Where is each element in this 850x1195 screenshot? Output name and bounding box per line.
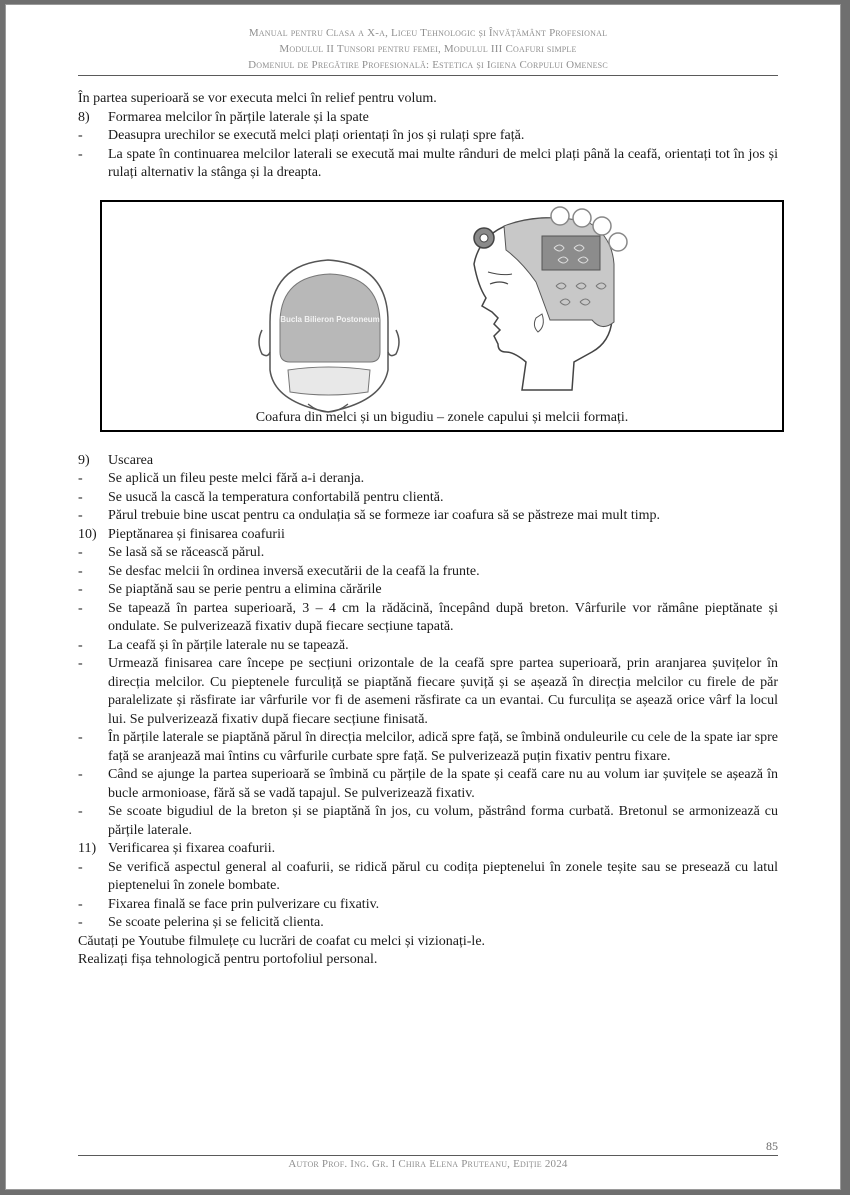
list-item: - Se aplică un fileu peste melci fără a-i deranja. [78,470,778,489]
list-item: - În părțile laterale se piaptănă părul în direcția melcilor, adică spre față, se îmbină onduleurile cu cele de la spate iar spre față se aranjează mai întins cu vârfurile curbate spre față. Se pulverizează puțin fixativ pentru fixare. [78,730,778,764]
head-back-view-illustration [259,260,399,412]
page-body [78,90,778,970]
dash-bullet: - [78,637,83,653]
step-10-heading [78,526,778,545]
document-page [5,4,841,1190]
step-11-heading [78,840,778,859]
dash-bullet: - [78,767,83,782]
dash-bullet: - [78,489,83,505]
list-item: - Se piaptănă sau se perie pentru a elimina cărările [78,581,778,600]
footer-divider [78,1155,778,1156]
header-line-2: Modulul II Tunsori pentru femei, Modulul III Coafuri simple [279,43,577,55]
dash-bullet: - [78,563,83,579]
list-item: - Se scoate pelerina și se felicită clienta. [78,914,778,933]
list-item: - Se tapează în partea superioară, 3 – 4 cm la rădăcină, începând după breton. Vârfurile vor rămâne pieptănate și ondulate. Se pulverizează fixativ după fiecare secțiune tapată. [78,600,778,634]
list-item: - Când se ajunge la partea superioară se îmbină cu părțile de la spate și ceafă care nu au volum iar șuvițele se așează în bucle armonioase, fără să se vadă tapajul. Se pulverizează fixativ. [78,767,778,801]
list-item: - La ceafă și în părțile laterale nu se tapează. [78,637,778,656]
dash-bullet: - [78,582,83,597]
figure-caption: Coafura din melci și un bigudiu – zonele capului și melcii formați. [255,410,629,425]
step-title: Formarea melcilor în părțile laterale și la spate [108,109,369,125]
list-item: - Fixarea finală se face prin pulverizare cu fixativ. [78,896,778,915]
head-illustrations [102,202,782,430]
step-9-heading [78,452,778,471]
dash-bullet: - [78,859,83,875]
hairstyle-figure [100,200,784,432]
header-divider [78,75,778,76]
closing-line: Căutați pe Youtube filmulețe cu lucrări de coafat cu melci și vizionați-le. [78,933,486,949]
list-item: - Deasupra urechilor se execută melci plați orientați în jos și rulați spre față. [78,127,778,146]
step-number: 8) [78,109,90,125]
head-profile-illustration [474,207,627,390]
step-number: 9) [78,452,90,468]
dash-bullet: - [78,146,83,162]
page-number: 85 [766,1139,778,1153]
list-item: - Se lasă să se răcească părul. [78,544,778,563]
list-item: - Urmează finisarea care începe pe secțiuni orizontale de la ceafă spre partea superioară, prin aranjarea șuvițelor în direcția melcilor. Cu pieptenele furculiță se piaptănă fiecare șuviță și se așează în direcția melcilor cu firele de păr paralelizate și răsfirate iar vârfurile vor fi de asemeni răsfirate ca un evantai. Cu furculița se așează orice vârf la locul lui. Se pulverizează fixativ după fiecare secțiune finisată. [78,656,778,727]
list-item: - Se scoate bigudiul de la breton și se piaptănă în jos, cu volum, păstrând forma curbată. Bretonul se armonizează cu părțile laterale. [78,804,778,838]
step-number: 11) [78,841,97,856]
dash-bullet: - [78,730,83,745]
dash-bullet: - [78,656,83,671]
intro-paragraph: În partea superioară se vor executa melci în relief pentru volum. [78,91,437,106]
list-item: - Se desfac melcii în ordinea inversă executării de la ceafă la frunte. [78,563,778,582]
list-item: - Se verifică aspectul general al coafurii, se ridică părul cu codița pieptenelui în zonele teșite sau se presează cu latul pieptenelui în zonele bombate. [78,859,778,893]
dash-bullet: - [78,128,83,143]
list-item: - Se usucă la cască la temperatura confortabilă pentru clientă. [78,489,778,508]
list-item: - La spate în continuarea melcilor laterali se execută mai multe rânduri de melci plați până la ceafă, orientați tot în jos și rulați alternativ la stânga și la dreapta. [78,146,778,180]
dash-bullet: - [78,508,83,523]
dash-bullet: - [78,471,83,486]
dash-bullet: - [78,915,83,930]
step-title: Pieptănarea și finisarea coafurii [108,526,285,542]
step-title: Verificarea și fixarea coafurii. [108,841,276,856]
dash-bullet: - [78,545,83,560]
list-item: - Părul trebuie bine uscat pentru ca ondulația să se formeze iar coafura să se păstreze mai mult timp. [78,507,778,526]
dash-bullet: - [78,804,83,819]
head-zone-label: Bucla Bilieron Postoneum [280,314,380,324]
step-title: Uscarea [108,452,154,468]
header-line-3: Domeniul de Pregătire Profesională: Estetica și Igiena Corpului Omenesc [248,59,608,71]
step-8-heading [78,109,778,128]
page-footer: Autor Prof. Ing. Gr. I Chira Elena Pruteanu, Ediție 2024 [288,1158,568,1170]
step-number: 10) [78,526,97,542]
dash-bullet: - [78,896,83,912]
closing-line: Realizați fișa tehnologică pentru portofoliul personal. [78,952,378,967]
page-header [78,25,778,73]
dash-bullet: - [78,600,83,616]
header-line-1: Manual pentru Clasa a X-a, Liceu Tehnologic și Învățământ Profesional [248,27,608,39]
